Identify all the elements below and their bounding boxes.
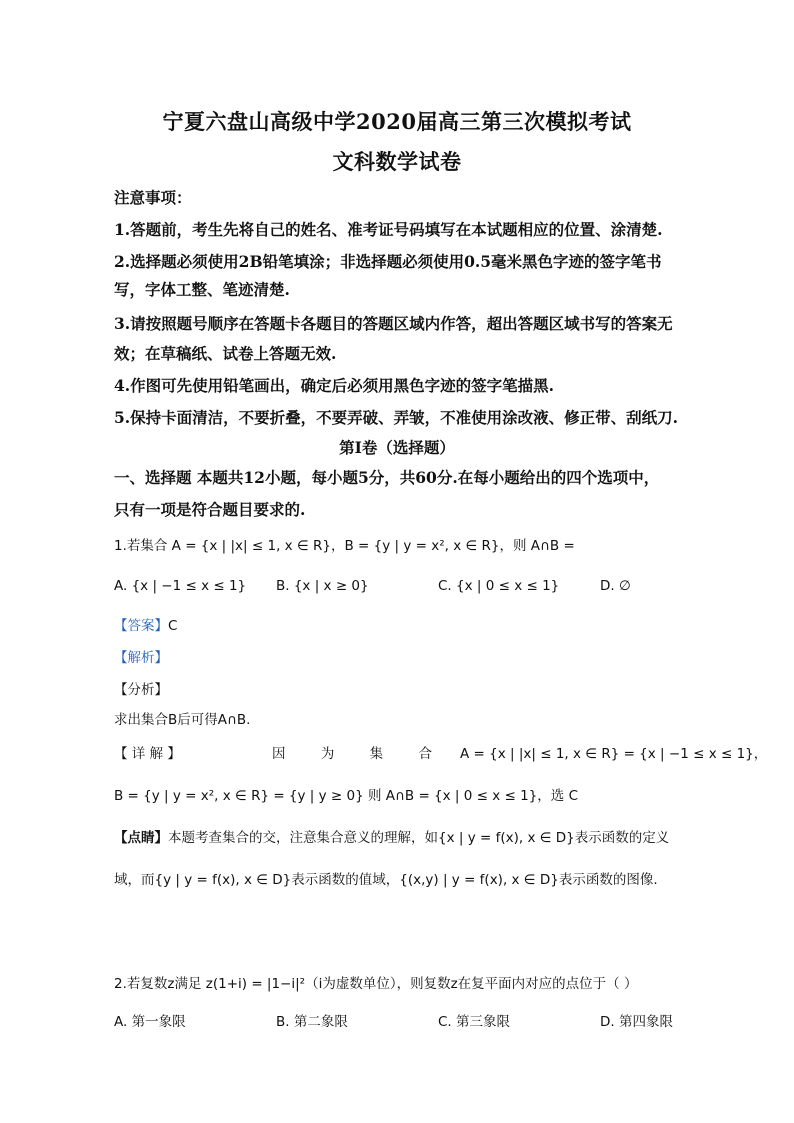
notice-item-2b: 写，字体工整、笔迹清楚.	[114, 280, 290, 299]
q1-option-c: C. {x | 0 ≤ x ≤ 1}	[438, 578, 560, 594]
detail-word: 合	[418, 746, 432, 762]
detail-word: 为	[320, 746, 335, 762]
q1-option-d: D. ∅	[600, 578, 631, 594]
notice-item-4: 4.作图可先使用铅笔画出，确定后必须用黑色字迹的签字笔描黑.	[114, 376, 555, 395]
q2-option-b: B. 第二象限	[276, 1014, 348, 1030]
exam-subtitle: 文科数学试卷	[332, 149, 462, 174]
q2-option-c: C. 第三象限	[438, 1014, 511, 1030]
detail-words	[272, 742, 432, 762]
q2-option-a: A. 第一象限	[114, 1014, 186, 1030]
q2-option-d: D. 第四象限	[600, 1014, 673, 1030]
section-title: 第I卷（选择题）	[339, 438, 455, 457]
detail-word: 集	[369, 746, 384, 762]
notice-item-3a: 3.请按照题号顺序在答题卡各题目的答题区域内作答，超出答题区域书写的答案无	[114, 314, 673, 333]
q1-stem: 1.若集合 A = {x | |x| ≤ 1, x ∈ R}，B = {y | y = x², x ∈ R}，则 A∩B =	[114, 538, 575, 554]
q1-answer-line	[114, 614, 177, 634]
comment-text-a: 本题考查集合的交，注意集合意义的理解，如{x | y = f(x), x ∈ D}表示函数的定义	[168, 830, 670, 846]
analysis-tag: 【解析】	[114, 650, 168, 666]
comment-line-b: 域，而{y | y = f(x), x ∈ D}表示函数的值域，{(x,y) | y = f(x), x ∈ D}表示函数的图像.	[114, 872, 658, 888]
detail-word: 因	[272, 746, 286, 762]
detail-tag: 【 详 解 】	[114, 746, 181, 762]
notice-item-1: 1.答题前，考生先将自己的姓名、准考证号码填写在本试题相应的位置、涂清楚.	[114, 220, 663, 239]
notice-heading: 注意事项：	[114, 188, 192, 207]
comment-tag: 【点睛】	[114, 830, 168, 846]
section-intro-b: 只有一项是符合题目要求的.	[114, 500, 306, 519]
detail-line-b: B = {y | y = x², x ∈ R} = {y | y ≥ 0} 则 A∩B = {x | 0 ≤ x ≤ 1}，选 C	[114, 788, 579, 804]
notice-item-5: 5.保持卡面清洁，不要折叠，不要弄破、弄皱，不准使用涂改液、修正带、刮纸刀.	[114, 408, 679, 427]
section-intro-a: 一、选择题 本题共12小题，每小题5分，共60分.在每小题给出的四个选项中，	[114, 468, 660, 487]
notice-item-3b: 效；在草稿纸、试卷上答题无效.	[114, 344, 337, 363]
q2-stem: 2.若复数z满足 z(1+i) = |1−i|²（i为虚数单位），则复数z在复平面内对应的点位于（ ）	[114, 976, 638, 992]
answer-tag: 【答案】	[114, 618, 168, 634]
detail-line-a	[114, 742, 767, 762]
fenxi-text: 求出集合B后可得A∩B.	[114, 712, 251, 728]
answer-value: C	[168, 618, 178, 634]
fenxi-tag: 【分析】	[114, 682, 168, 698]
comment-line-a	[114, 826, 669, 846]
notice-item-2a: 2.选择题必须使用2B铅笔填涂；非选择题必须使用0.5毫米黑色字迹的签字笔书	[114, 252, 662, 271]
q1-option-a: A. {x | −1 ≤ x ≤ 1}	[114, 578, 247, 594]
detail-math-a: A = {x | |x| ≤ 1, x ∈ R} = {x | −1 ≤ x ≤ 1}，	[460, 746, 768, 762]
exam-title: 宁夏六盘山高级中学2020届高三第三次模拟考试	[162, 109, 632, 134]
q1-option-b: B. {x | x ≥ 0}	[276, 578, 369, 594]
